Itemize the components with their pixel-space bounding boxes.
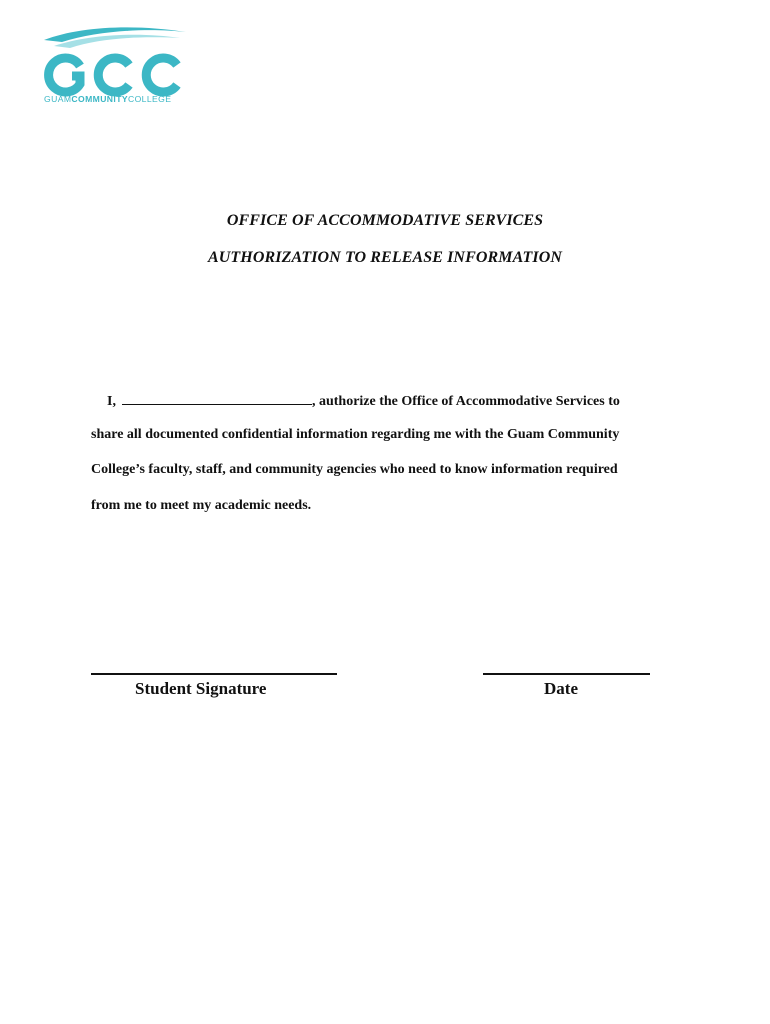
logo-letter-c1 xyxy=(98,58,129,92)
student-signature-line[interactable] xyxy=(91,673,337,675)
name-blank-field[interactable] xyxy=(122,392,312,405)
paragraph-line-1-end: , authorize the Office of Accommodative Services to xyxy=(311,394,620,409)
paragraph-line-2: share all documented confidential information regarding me with the Guam Community xyxy=(91,427,620,442)
paragraph-line-1-start: I, xyxy=(107,394,116,409)
student-signature-label: Student Signature xyxy=(135,679,267,698)
logo-letter-g xyxy=(49,58,80,92)
logo-letter-c2 xyxy=(146,58,177,92)
paragraph-line-4: from me to meet my academic needs. xyxy=(91,498,312,513)
wave-swoosh-icon xyxy=(44,27,186,42)
paragraph-line-1 xyxy=(107,392,620,410)
office-title: OFFICE OF ACCOMMODATIVE SERVICES xyxy=(226,212,544,229)
form-title: AUTHORIZATION TO RELEASE INFORMATION xyxy=(207,249,563,266)
logo-wordmark: GUAMCOMMUNITYCOLLEGE xyxy=(44,94,172,104)
date-line[interactable] xyxy=(483,673,650,675)
paragraph-line-3: College’s faculty, staff, and community agencies who need to know information required xyxy=(91,462,618,477)
date-label: Date xyxy=(544,679,578,698)
